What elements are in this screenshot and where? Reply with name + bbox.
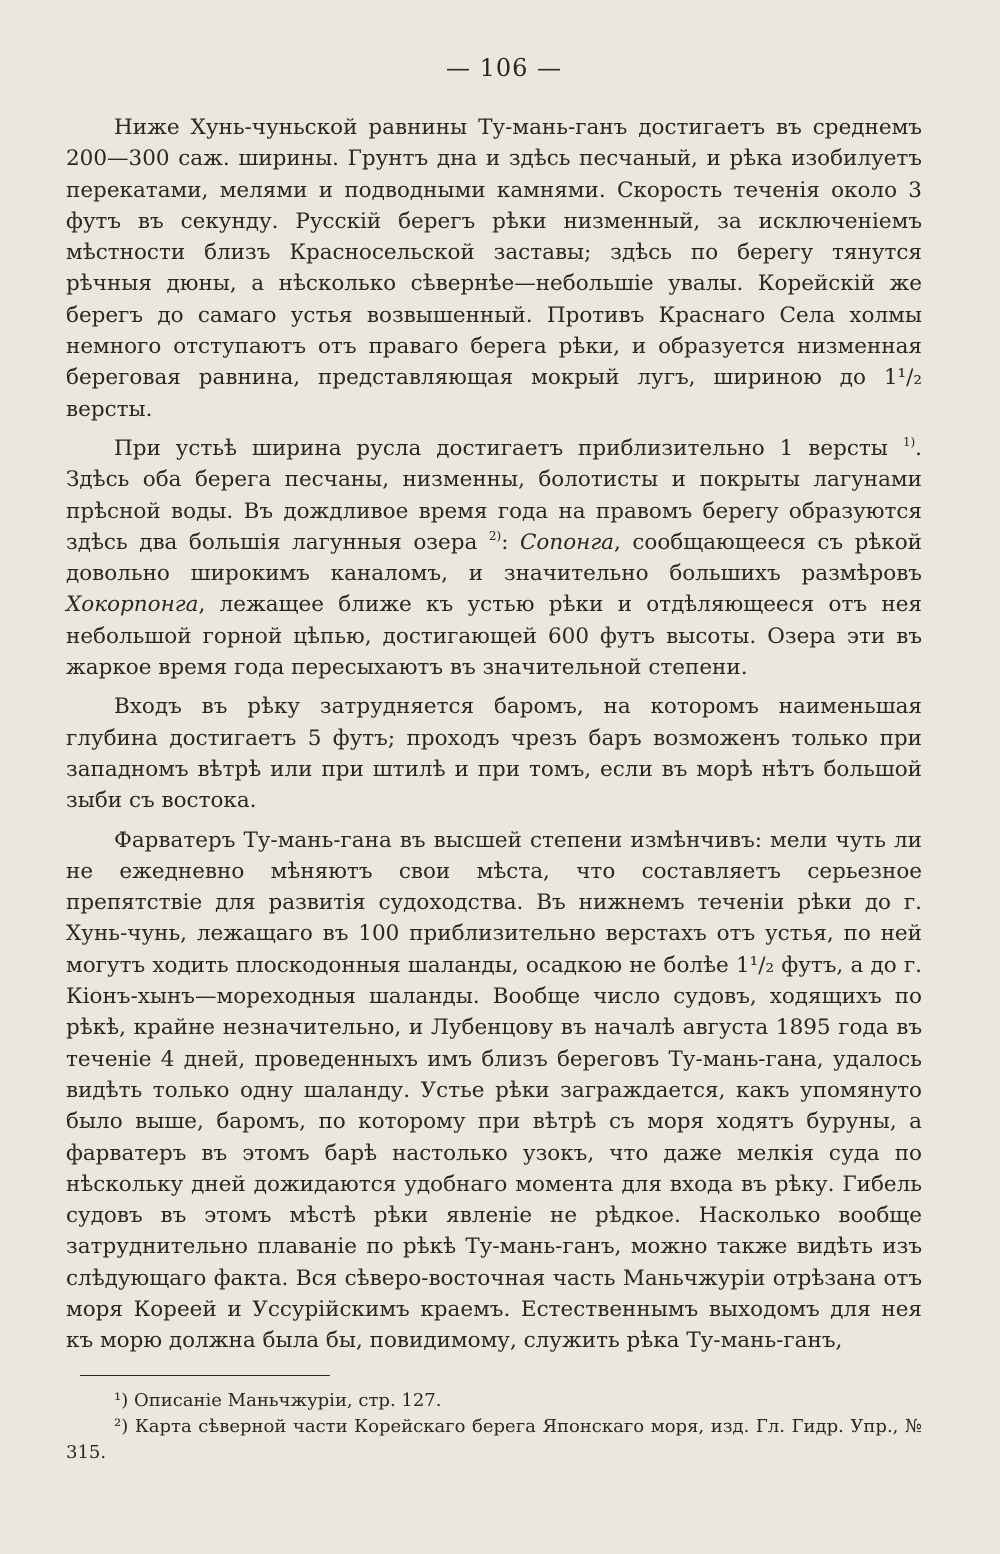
paragraph-text: . Здѣсь оба берега песчаны, низменны, болотисты и покрыты лагунами прѣсной воды. Въ дождливое время года на правомъ берегу образуются здѣсь два большія лагунныя озера: [66, 435, 922, 555]
paragraph: Фарватеръ Ту-мань-гана въ высшей степени измѣнчивъ: мели чуть ли не ежедневно мѣняютъ свои мѣста, что составляетъ серьезное препятствіе для развитія судоходства. Въ нижнемъ теченіи рѣки до г. Хунь-чунь, лежащаго въ 100 приблизительно верстахъ отъ устья, по ней могутъ ходить плоскодонныя шаланды, осадкою не болѣе 1¹/₂ футъ, а до г. Кіонъ-хынъ—мореходныя шаланды. Вообще число судовъ, ходящихъ по рѣкѣ, крайне незначительно, и Лубенцову въ началѣ августа 1895 года въ теченіе 4 дней, проведенныхъ имъ близъ береговъ Ту-мань-гана, удалось видѣть только одну шаланду. Устье рѣки заграждается, какъ упомянуто было выше, баромъ, по которому при вѣтрѣ съ моря ходятъ буруны, а фарватеръ въ этомъ барѣ настолько узокъ, что даже мелкія суда по нѣскольку дней дожидаются удобнаго момента для входа въ рѣку. Гибель судовъ въ этомъ мѣстѣ рѣки явленіе не рѣдкое. Насколько вообще затруднительно плаваніе по рѣкѣ Ту-мань-ганъ, можно также видѣть изъ слѣдующаго факта. Вся сѣверо-восточная часть Маньчжуріи отрѣзана отъ моря Кореей и Уссурійскимъ краемъ. Естественнымъ выходомъ для нея къ морю должна была бы, повидимому, служить рѣка Ту-мань-ганъ,: [66, 827, 922, 1354]
footnote-marker: 2): [488, 528, 502, 543]
page-number: — 106 —: [445, 54, 563, 82]
paragraph: [66, 433, 922, 683]
paragraph: Ниже Хунь-чуньской равнины Ту-мань-ганъ достигаетъ въ среднемъ 200—300 саж. ширины. Грунтъ дна и здѣсь песчаный, и рѣка изобилуетъ перекатами, мелями и подводными камнями. Скорость теченія около 3 футъ въ секунду. Русскій берегъ рѣки низменный, за исключеніемъ мѣстности близъ Красносельской заставы; здѣсь по берегу тянутся рѣчныя дюны, а нѣсколько сѣвернѣе—небольшіе увалы. Корейскій же берегъ до самаго устья возвышенный. Противъ Краснаго Села холмы немного отступаютъ отъ праваго берега рѣки, и образуется низменная береговая равнина, представляющая мокрый лугъ, шириною до 1¹/₂ версты.: [66, 115, 922, 422]
footnote: ¹) Описаніе Маньчжуріи, стр. 127.: [114, 1389, 442, 1411]
paragraph: Входъ въ рѣку затрудняется баромъ, на которомъ наименьшая глубина достигаетъ 5 футъ; проходъ чрезъ баръ возможенъ только при западномъ вѣтрѣ или при штилѣ и при томъ, если въ морѣ нѣтъ большой зыби съ востока.: [66, 694, 922, 814]
paragraph-text: , лежащее ближе къ устью рѣки и отдѣляющееся отъ нея небольшой горной цѣпью, достигающей 600 футъ высоты. Озера эти въ жаркое время года пересыхаютъ въ значительной степени.: [66, 592, 922, 681]
footnote-marker: 1): [902, 434, 916, 449]
footnote-divider: [80, 1375, 330, 1376]
lake-name: Сопонга: [519, 529, 614, 555]
lake-name: Хокорпонга: [66, 592, 199, 618]
footnote: ²) Карта сѣверной части Корейскаго берега Японскаго моря, изд. Гл. Гидр. Упр., № 315.: [66, 1415, 922, 1463]
paragraph-text: , сообщающееся съ рѣкой довольно широкимъ каналомъ, и значительно большихъ размѣровъ: [66, 529, 923, 587]
paragraph-text: :: [501, 529, 520, 555]
paragraph-text: При устьѣ ширина русла достигаетъ приблизительно 1 версты: [114, 435, 888, 461]
